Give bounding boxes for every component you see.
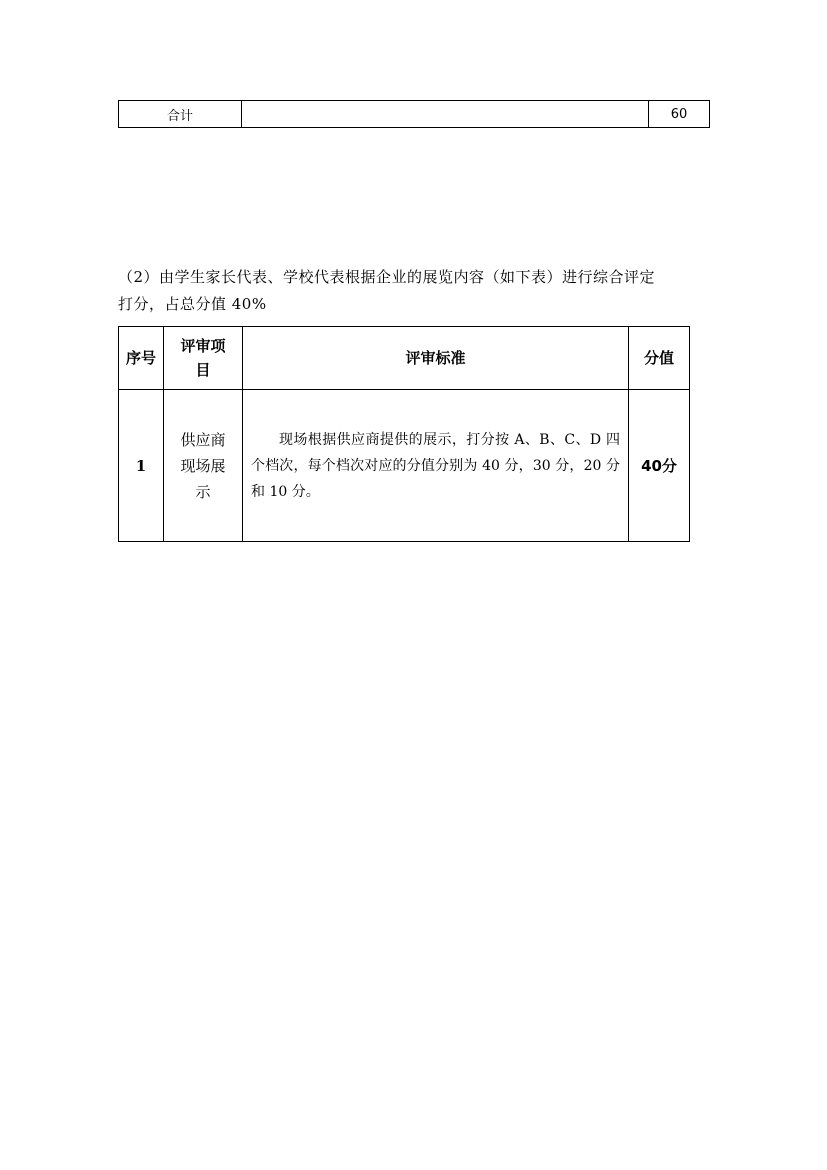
header-score: 分值 [629, 327, 690, 390]
row-item: 供应商现场展示 [164, 390, 243, 542]
header-index: 序号 [119, 327, 164, 390]
table-row [119, 390, 690, 542]
total-middle [242, 101, 649, 128]
paragraph-line-1: （2）由学生家长代表、学校代表根据企业的展览内容（如下表）进行综合评定 [118, 268, 656, 286]
table-row [119, 101, 710, 128]
header-item: 评审项目 [164, 327, 243, 390]
row-index: 1 [119, 390, 164, 542]
table-header-row [119, 327, 690, 390]
paragraph-line-2: 打分，占总分值 40% [118, 295, 267, 313]
header-criteria: 评审标准 [243, 327, 629, 390]
paragraph [118, 264, 718, 318]
total-label: 合计 [119, 101, 242, 128]
row-score: 40分 [629, 390, 690, 542]
row-criteria: 现场根据供应商提供的展示，打分按 A、B、C、D 四个档次，每个档次对应的分值分别为 40 分，30 分，20 分和 10 分。 [243, 390, 629, 542]
scoring-table [118, 326, 690, 542]
total-table [118, 100, 710, 128]
total-value: 60 [649, 101, 710, 128]
